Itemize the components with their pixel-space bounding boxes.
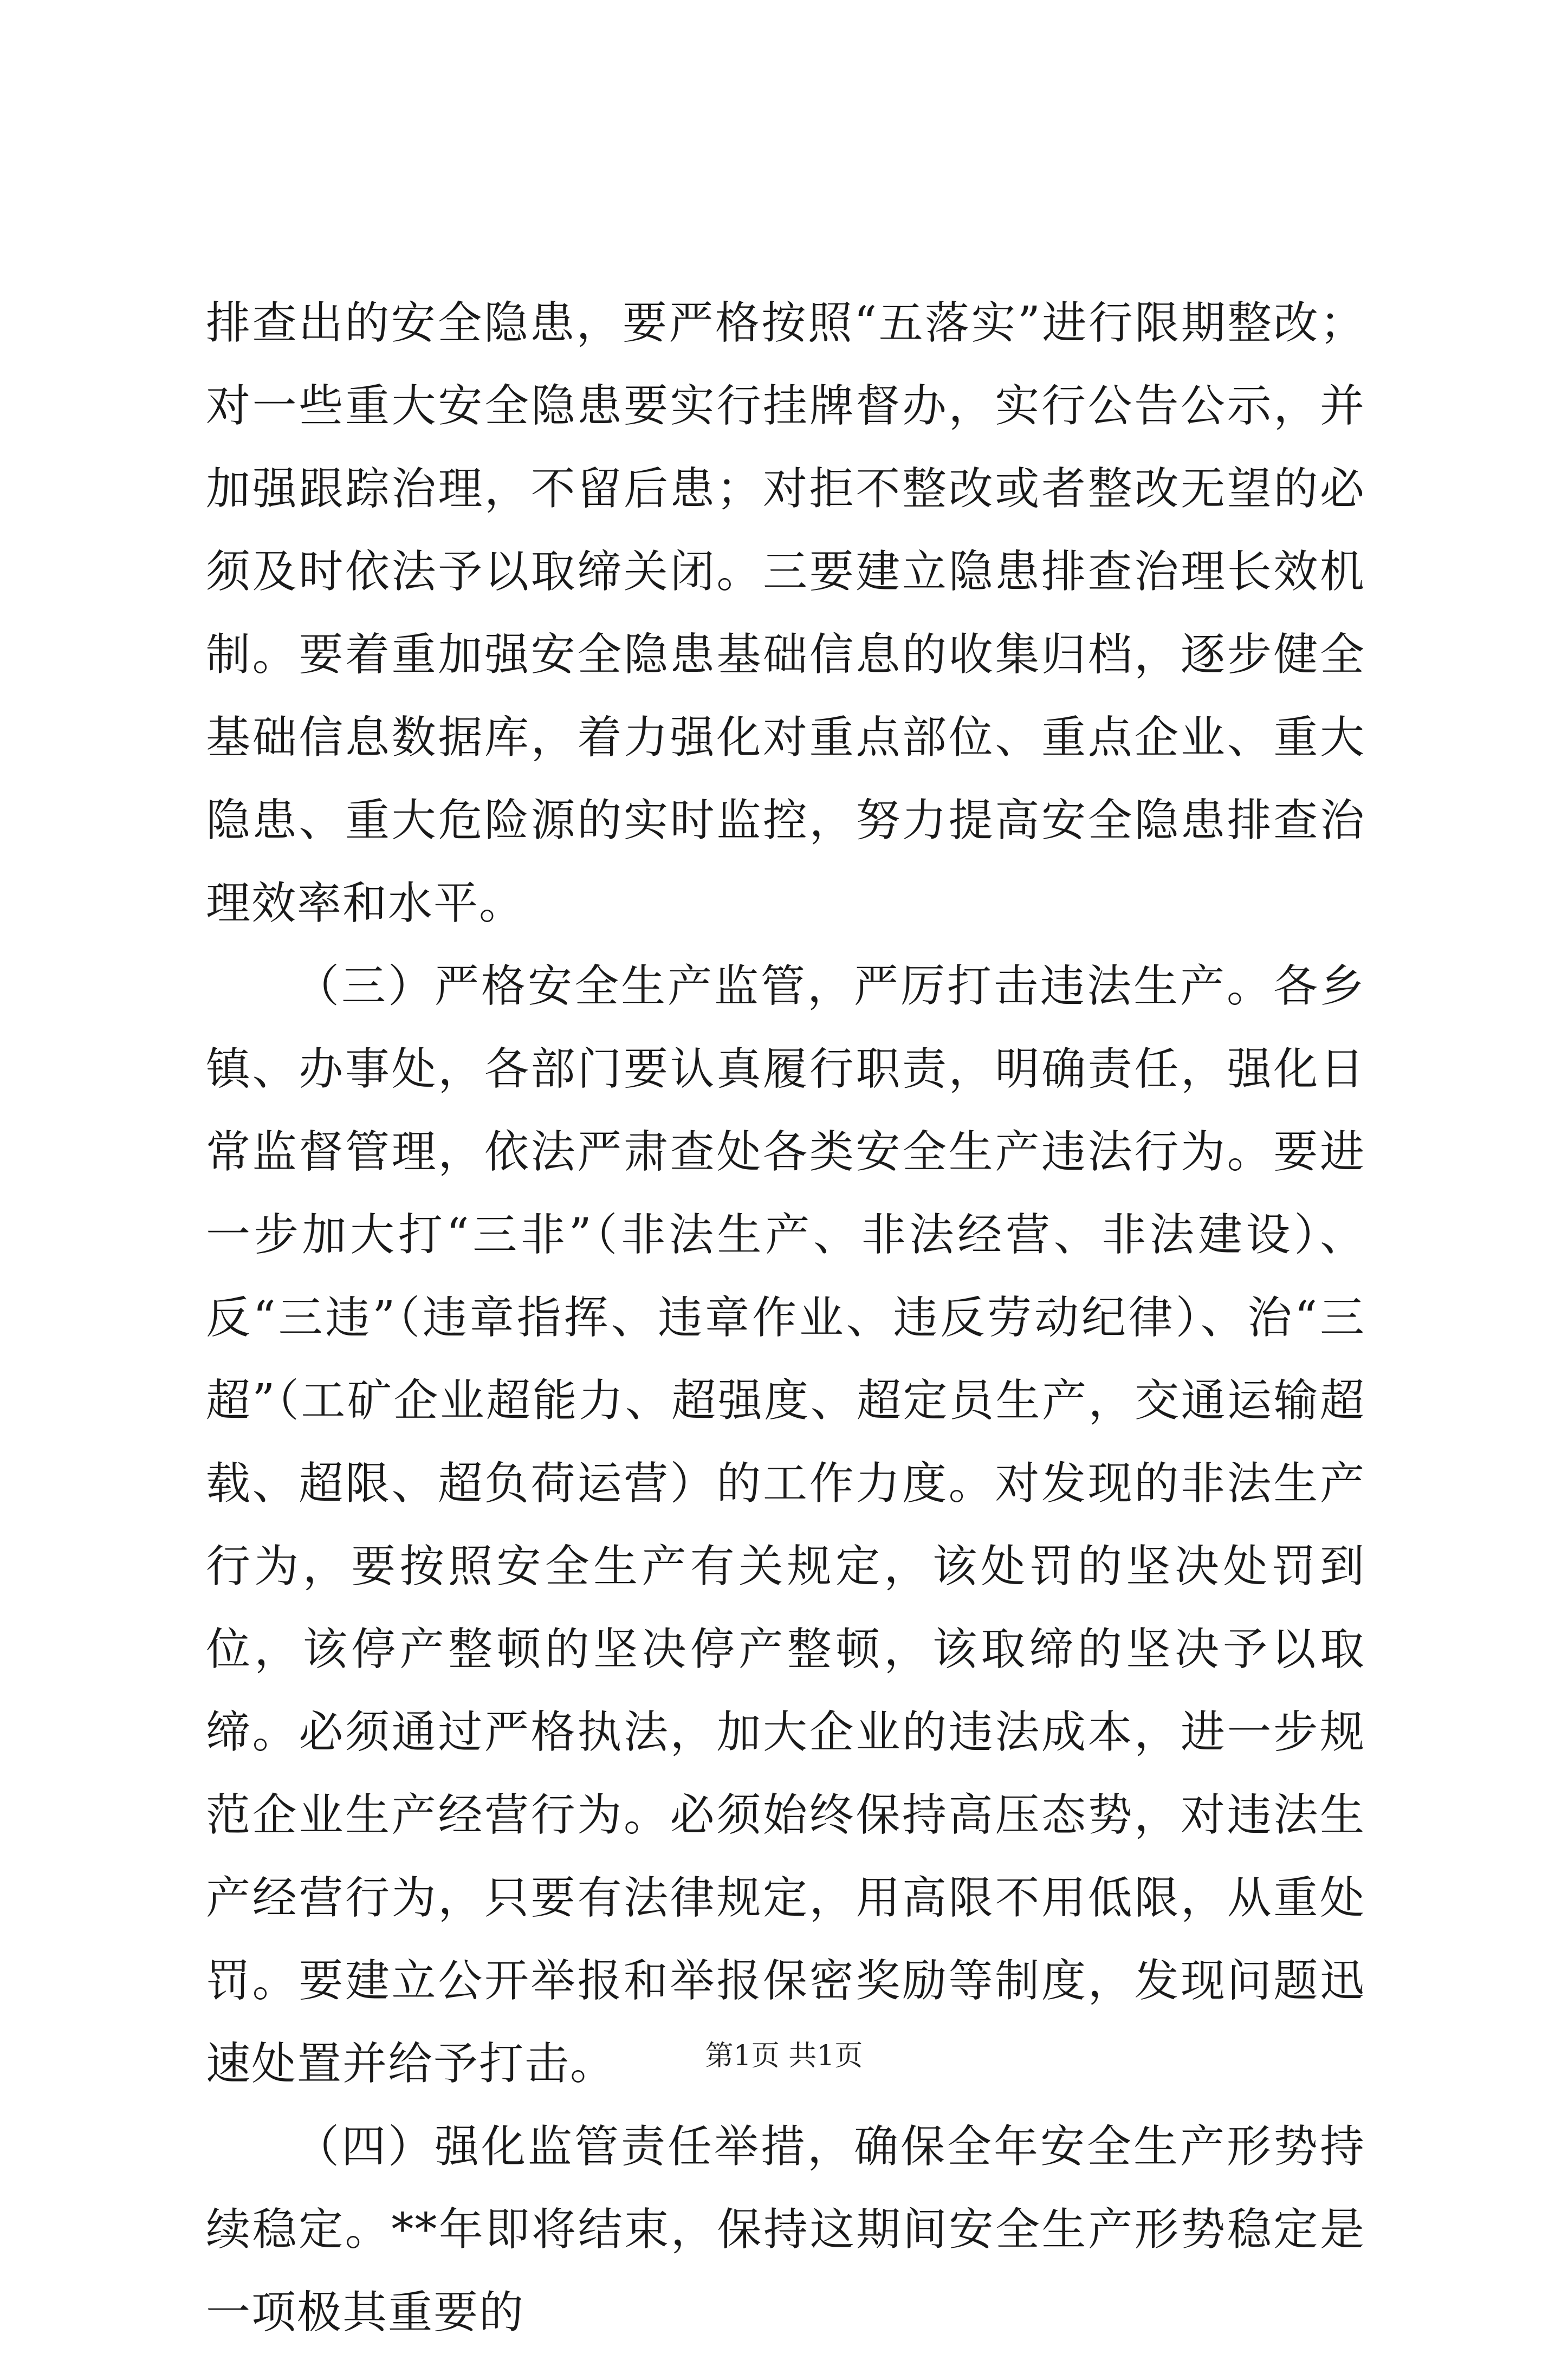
page-footer: 第1页 共1页	[705, 2040, 863, 2072]
paragraph-continued: 排查出的安全隐患，要严格按照“五落实”进行限期整改；对一些重大安全隐患要实行挂牌督办，实行公告公示，并加强跟踪治理，不留后患；对拒不整改或者整改无望的必须及时依法予以取缔关闭。三要建立隐患排查治理长效机制。要着重加强安全隐患基础信息的收集归档，逐步健全基础信息数据库，着力强化对重点部位、重点企业、重大隐患、重大危险源的实时监控，努力提高安全隐患排查治理效率和水平。	[206, 297, 1365, 929]
paragraph-section-three: （三）严格安全生产监管，严厉打击违法生产。各乡镇、办事处，各部门要认真履行职责，明确责任，强化日常监督管理，依法严肃查处各类安全生产违法行为。要进一步加大打“三非”（非法生产、非法经营、非法建设）、反“三违”（违章指挥、违章作业、违反劳动纪律）、治“三超”（工矿企业超能力、超强度、超定员生产，交通运输超载、超限、超负荷运营）的工作力度。对发现的非法生产行为，要按照安全生产有关规定，该处罚的坚决处罚到位，该停产整顿的坚决停产整顿，该取缔的坚决予以取缔。必须通过严格执法，加大企业的违法成本，进一步规范企业生产经营行为。必须始终保持高压态势，对违法生产经营行为，只要有法律规定，用高限不用低限，从重处罚。要建立公开举报和举报保密奖励等制度，发现问题迅速处置并给予打击。	[206, 961, 1365, 2090]
paragraph-section-four: （四）强化监管责任举措，确保全年安全生产形势持续稳定。**年即将结束，保持这期间安全生产形势稳定是一项极其重要的	[206, 2121, 1365, 2338]
